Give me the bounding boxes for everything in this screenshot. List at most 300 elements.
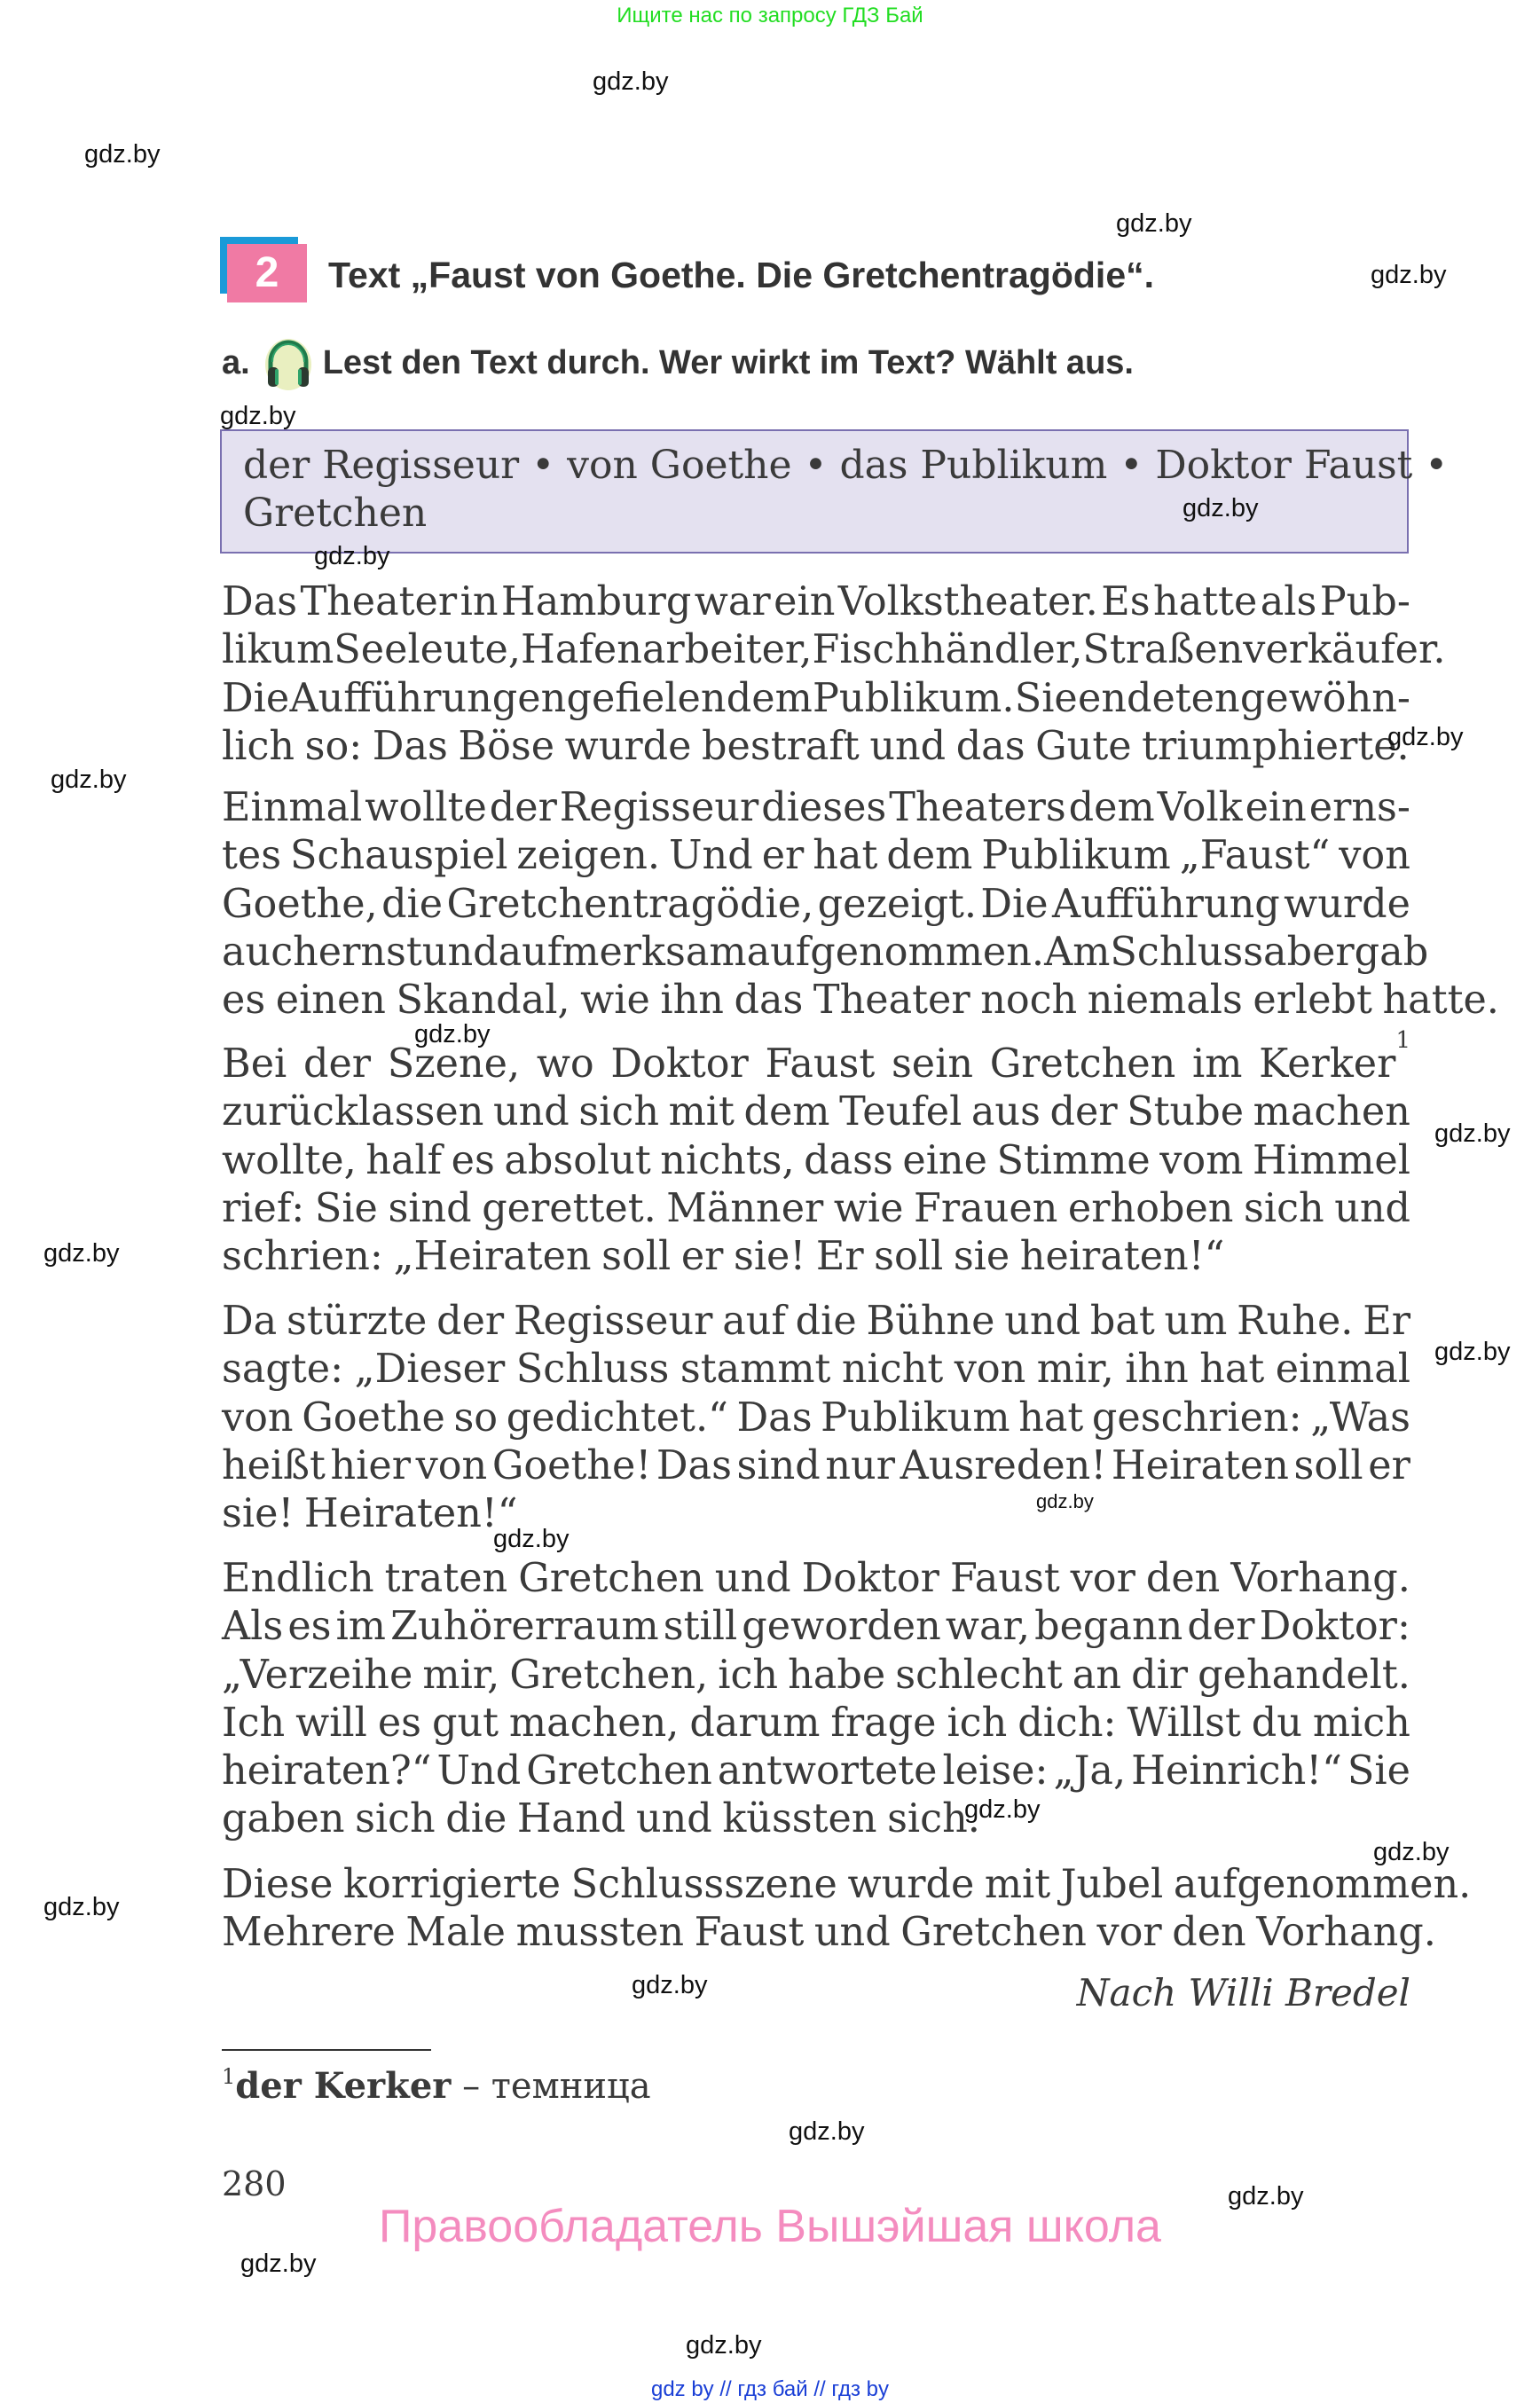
word: es: [287, 1604, 332, 1650]
word: den: [1172, 1910, 1246, 1956]
footer-links[interactable]: gdz by // гдз бай // гдз by: [650, 2377, 890, 2401]
word: Ausreden!: [900, 1442, 1107, 1488]
word: hatte.: [1382, 978, 1499, 1024]
footnote-divider: [222, 2049, 431, 2051]
word: und: [421, 929, 499, 975]
word: wo: [536, 1041, 594, 1087]
word: küssten: [722, 1796, 877, 1842]
word: Schluss: [515, 1347, 670, 1393]
word: wie: [833, 1185, 904, 1231]
word: Männer: [666, 1185, 824, 1231]
word: frage: [830, 1700, 937, 1746]
word: Die: [222, 675, 290, 721]
word: so:: [304, 723, 363, 769]
word: vor: [1096, 1910, 1162, 1956]
word: Regisseur: [513, 1299, 713, 1344]
word: der: [1049, 1089, 1118, 1135]
word: Das: [656, 1442, 732, 1488]
word: Ruhe.: [1237, 1299, 1354, 1344]
word: Theater: [813, 978, 970, 1024]
word: Sie: [1014, 675, 1078, 721]
word: mit: [668, 1089, 735, 1135]
paragraph-2: [222, 784, 1499, 1025]
word: es: [222, 978, 266, 1024]
text-line: [222, 1346, 1410, 1394]
word: vom: [1159, 1137, 1244, 1183]
exercise-number-badge: [220, 237, 307, 302]
word: Theaters: [889, 785, 1066, 830]
word: der: [436, 1299, 505, 1344]
word: gefielen: [566, 675, 727, 721]
word: Er: [1363, 1299, 1410, 1344]
word: lich: [222, 723, 295, 769]
word: auf: [722, 1299, 786, 1344]
word: „Dieser: [354, 1347, 506, 1393]
headphones-icon[interactable]: [263, 335, 314, 390]
text-line: [222, 1652, 1410, 1700]
word: der: [302, 1041, 372, 1087]
word: Und: [669, 833, 753, 879]
text-line: [222, 1185, 1410, 1233]
word: heiraten?“: [222, 1748, 432, 1794]
word: Bei: [222, 1041, 287, 1087]
word: Vorhang.: [1256, 1910, 1436, 1956]
word: mich: [1312, 1700, 1410, 1746]
word: geschrien:: [1091, 1394, 1302, 1441]
word: sie!: [222, 1491, 295, 1537]
watermark: gdz.by: [1434, 1119, 1511, 1148]
word: antwortete: [717, 1748, 938, 1794]
word: Goethe: [302, 1394, 445, 1441]
word: Seeleute,: [334, 627, 522, 673]
word: Volk: [1157, 785, 1243, 830]
word: und: [635, 1796, 712, 1842]
word: stürzte: [286, 1299, 428, 1344]
footnote-marker[interactable]: 1: [1395, 1027, 1410, 1054]
word-choice-box: [220, 429, 1449, 554]
text-line: [222, 1747, 1410, 1795]
text-line: [222, 1298, 1410, 1346]
text-line: [222, 1394, 1410, 1442]
word: Publikum: [981, 833, 1171, 879]
word: Das: [736, 1394, 813, 1441]
word: an: [1072, 1652, 1121, 1698]
word: Stube: [1127, 1089, 1245, 1135]
word: als: [1260, 579, 1317, 624]
word: gehandelt.: [1198, 1652, 1410, 1698]
word: ein: [1245, 785, 1307, 830]
word: gewöhn-: [1239, 675, 1410, 721]
word: Mehrere: [222, 1910, 396, 1956]
word: Zuhörerraum: [390, 1604, 659, 1650]
word: sich: [578, 1089, 659, 1135]
word: Goethe,: [222, 881, 378, 927]
word: ein: [774, 579, 836, 624]
word: ihn: [660, 978, 724, 1024]
word: Vorhang.: [1230, 1556, 1410, 1601]
word: „Heiraten: [393, 1234, 592, 1280]
word: bat: [1089, 1299, 1155, 1344]
watermark: gdz.by: [1228, 2182, 1304, 2211]
word: Frauen: [914, 1185, 1058, 1231]
word: Gretchen: [518, 1556, 704, 1601]
word: „Was: [1310, 1394, 1410, 1441]
word: Willst: [1127, 1700, 1241, 1746]
text-line: [222, 1700, 1410, 1747]
watermark: gdz.by: [1116, 209, 1192, 238]
source-attribution: Nach Willi Bredel: [1076, 1971, 1410, 2014]
watermark: gdz.by: [43, 1893, 120, 1921]
top-banner: Ищите нас по запросу ГДЗ Бай: [617, 4, 923, 27]
watermark: gdz.by: [593, 67, 669, 96]
word: Stimme: [996, 1137, 1151, 1183]
word: mir,: [1036, 1347, 1114, 1393]
word: Und: [436, 1748, 522, 1794]
word: aufmerksam: [498, 929, 747, 975]
task-text: Lest den Text durch. Wer wirkt im Text? Wählt aus.: [322, 343, 1134, 381]
word: heiraten!“: [1019, 1234, 1225, 1280]
word: niemals: [1087, 978, 1243, 1024]
word: endeten: [1077, 675, 1240, 721]
word: und: [714, 1556, 791, 1601]
paragraph-6: [222, 1861, 1472, 1958]
word: dieses: [761, 785, 887, 830]
word: darum: [689, 1700, 821, 1746]
word: aber: [1263, 929, 1355, 975]
word: hat: [1018, 1394, 1084, 1441]
paragraph-5: [222, 1555, 1410, 1844]
word: Himmel: [1252, 1137, 1410, 1183]
word: erlebt: [1253, 978, 1372, 1024]
word: aus: [970, 1089, 1041, 1135]
word: er: [680, 1234, 724, 1280]
word: schrien:: [222, 1234, 383, 1280]
word: „Verzeihe: [222, 1652, 413, 1698]
word: Doktor: [801, 1556, 939, 1601]
task-instruction: [222, 335, 1134, 390]
text-line: [222, 578, 1410, 626]
word: im: [1192, 1041, 1243, 1087]
word: eine: [902, 1137, 987, 1183]
word: und: [869, 723, 947, 769]
word: Da: [222, 1299, 278, 1344]
word: Gretchen: [526, 1748, 712, 1794]
word: und: [1004, 1299, 1081, 1344]
footnote-translation: – темница: [451, 2066, 651, 2107]
word: Doktor: [610, 1041, 749, 1087]
text-line: [222, 784, 1410, 832]
word: er: [761, 833, 805, 879]
word: gedichtet.“: [506, 1394, 728, 1441]
word: Faust: [694, 1910, 805, 1956]
word: gut: [431, 1700, 499, 1746]
word: Gute: [1035, 723, 1132, 769]
text-line: [222, 832, 1410, 880]
word: Diese: [222, 1862, 334, 1907]
word: Heiraten: [1111, 1442, 1289, 1488]
word: Theater: [300, 579, 458, 624]
word: Das: [372, 723, 448, 769]
word: wurde: [1284, 881, 1410, 927]
word: Sie: [1347, 1748, 1410, 1794]
word: war: [694, 579, 771, 624]
word: erns-: [1308, 785, 1410, 830]
word: Teufel: [839, 1089, 962, 1135]
word: hier: [330, 1442, 411, 1488]
word: es: [377, 1700, 422, 1746]
word: geworden: [742, 1604, 941, 1650]
word: Er: [815, 1234, 864, 1280]
word: tes: [222, 833, 282, 879]
word: der: [489, 785, 557, 830]
word: gezeigt.: [817, 881, 977, 927]
word: um: [1164, 1299, 1228, 1344]
task-letter: a.: [222, 343, 250, 381]
word: Gretchentragödie,: [446, 881, 814, 927]
word: likum: [222, 627, 334, 673]
word: ich: [947, 1700, 1008, 1746]
word: Szene,: [387, 1041, 521, 1087]
word: Faust: [949, 1556, 1060, 1601]
word: sich: [1244, 1185, 1324, 1231]
word: machen,: [508, 1700, 680, 1746]
word: rief:: [222, 1185, 305, 1231]
watermark: gdz.by: [240, 2250, 317, 2278]
word: er: [1368, 1442, 1410, 1488]
word: dem: [1068, 785, 1155, 830]
word: mit: [984, 1862, 1051, 1907]
word: Einmal: [222, 785, 363, 830]
word: vor: [1070, 1556, 1135, 1601]
word: Aufführung: [1051, 881, 1280, 927]
paragraph-4: [222, 1298, 1410, 1538]
word: Publikum: [821, 1394, 1010, 1441]
word: dem: [726, 675, 813, 721]
watermark: gdz.by: [1387, 723, 1464, 751]
watermark: gdz.by: [1373, 1838, 1450, 1866]
word: von: [222, 1394, 294, 1441]
exercise-title: Text „Faust von Goethe. Die Gretchentragödie“.: [328, 255, 1155, 295]
word: war,: [945, 1604, 1031, 1650]
text-line: [222, 1442, 1410, 1490]
word: Kerker: [1259, 1041, 1396, 1087]
word: Straßenverkäufer.: [1082, 627, 1446, 673]
word: in: [460, 579, 499, 624]
watermark: gdz.by: [1036, 1490, 1094, 1512]
word: wurde: [847, 1862, 975, 1907]
word: so: [453, 1394, 499, 1441]
word: ich: [718, 1652, 779, 1698]
word: habe: [788, 1652, 886, 1698]
text-line: [222, 1861, 1472, 1909]
word: erhoben: [1067, 1185, 1234, 1231]
word-box-line: Gretchen: [243, 491, 428, 536]
word: Endlich: [222, 1556, 374, 1601]
word: Es: [1101, 579, 1151, 624]
word: gab: [1354, 929, 1429, 975]
word: heißt: [222, 1442, 326, 1488]
watermark: gdz.by: [51, 766, 127, 794]
word: dir: [1131, 1652, 1189, 1698]
word: auch: [222, 929, 318, 975]
word: ernst: [318, 929, 422, 975]
word: Aufführungen: [289, 675, 567, 721]
word: aufgenommen.: [746, 929, 1045, 975]
text-line: [222, 1088, 1410, 1136]
watermark: gdz.by: [1434, 1338, 1511, 1366]
word: machen: [1253, 1089, 1410, 1135]
word: wollte,: [222, 1137, 357, 1183]
word: wie: [580, 978, 650, 1024]
word: Doktor:: [1259, 1604, 1410, 1650]
word: Das: [222, 579, 298, 624]
word: nur: [825, 1442, 895, 1488]
watermark: gdz.by: [1182, 494, 1259, 522]
watermark: gdz.by: [686, 2331, 762, 2360]
word: noch: [980, 978, 1078, 1024]
word: und: [1334, 1185, 1410, 1231]
word: zeigen.: [516, 833, 661, 879]
word: soll: [1293, 1442, 1363, 1488]
word: zurücklassen: [222, 1089, 484, 1135]
word: dem: [886, 833, 973, 879]
word: bestraft: [702, 723, 860, 769]
text-line: [222, 881, 1410, 929]
word: einen: [275, 978, 386, 1024]
word: im: [335, 1604, 387, 1650]
word: Hafenarbeiter,: [521, 627, 813, 673]
word: Jubel: [1060, 1862, 1164, 1907]
word: Als: [222, 1604, 284, 1650]
word: es: [451, 1137, 495, 1183]
text-line-body: [222, 1041, 1395, 1088]
word: gerettet.: [482, 1185, 656, 1231]
exercise-number: 2: [227, 244, 307, 302]
copyright-notice: Правообладатель Вышэйшая школа: [379, 2201, 1161, 2252]
watermark: gdz.by: [789, 2117, 865, 2146]
word: das: [955, 723, 1025, 769]
word: von: [954, 1347, 1026, 1393]
word: einmal: [1275, 1347, 1410, 1393]
word: soll: [874, 1234, 944, 1280]
word: begann: [1034, 1604, 1183, 1650]
word: Publikum.: [812, 675, 1015, 721]
watermark: gdz.by: [493, 1525, 570, 1553]
word: Heiraten!“: [303, 1491, 518, 1537]
word: dass: [804, 1137, 893, 1183]
word: die: [381, 881, 444, 927]
watermark: gdz.by: [632, 1971, 708, 1999]
word: Am: [1044, 929, 1111, 975]
watermark: gdz.by: [220, 402, 296, 430]
word: sie!: [733, 1234, 806, 1280]
word: gaben: [222, 1796, 345, 1842]
word: der: [1187, 1604, 1255, 1650]
watermark: gdz.by: [1371, 261, 1447, 289]
word: aufgenommen.: [1173, 1862, 1472, 1907]
word: korrigierte: [342, 1862, 562, 1907]
word: Bühne: [866, 1299, 995, 1344]
word: Schluss: [1110, 929, 1264, 975]
word: hat: [1199, 1347, 1265, 1393]
word: stammt: [680, 1347, 831, 1393]
word: Faust: [765, 1041, 876, 1087]
word: Volkstheater.: [837, 579, 1098, 624]
word: schlecht: [895, 1652, 1063, 1698]
word: triumphierte.: [1142, 723, 1410, 769]
watermark: gdz.by: [414, 1020, 491, 1048]
text-line: [222, 675, 1410, 723]
word: Hamburg: [500, 579, 692, 624]
word: „Faust“: [1179, 833, 1331, 879]
word: will: [295, 1700, 367, 1746]
word: Sie: [314, 1185, 378, 1231]
word: Male: [405, 1910, 507, 1956]
footnote-number: 1: [222, 2064, 236, 2089]
word: sagte:: [222, 1347, 344, 1393]
word: half: [365, 1137, 443, 1183]
footnote: [222, 2065, 651, 2107]
word: hatte: [1152, 579, 1258, 624]
watermark: gdz.by: [964, 1795, 1041, 1824]
word-box-line: der Regisseur • von Goethe • das Publikum • Doktor Faust •: [243, 443, 1449, 488]
word: dem: [743, 1089, 830, 1135]
word: ihn: [1125, 1347, 1189, 1393]
word: Heinrich!“: [1131, 1748, 1342, 1794]
word: die: [795, 1299, 857, 1344]
footnote-term: der Kerker: [235, 2065, 452, 2107]
word: sind: [736, 1442, 821, 1488]
word: Die: [980, 881, 1049, 927]
text-line: [222, 1555, 1410, 1603]
word: Fischhändler,: [812, 627, 1083, 673]
text-line: [222, 723, 1410, 771]
text-line: [222, 1603, 1410, 1651]
word: den: [1145, 1556, 1221, 1601]
word: soll: [601, 1234, 672, 1280]
word: Regisseur: [559, 785, 759, 830]
text-line: [222, 626, 1446, 674]
word: Schlussszene: [570, 1862, 837, 1907]
word: hat: [813, 833, 878, 879]
word: Gretchen: [989, 1041, 1176, 1087]
word: Schauspiel: [290, 833, 508, 879]
word: wollte: [365, 785, 487, 830]
word: leise:: [942, 1748, 1049, 1794]
word: Ich: [222, 1700, 286, 1746]
text-line: [222, 977, 1499, 1025]
word: sind: [388, 1185, 472, 1231]
watermark: gdz.by: [43, 1239, 120, 1268]
word: von: [415, 1442, 488, 1488]
word: von: [1339, 833, 1410, 879]
word: mussten: [515, 1910, 684, 1956]
word: sich: [355, 1796, 436, 1842]
word: das: [734, 978, 804, 1024]
word: Böse: [458, 723, 555, 769]
word: du: [1251, 1700, 1302, 1746]
word: still: [663, 1604, 738, 1650]
word: die: [445, 1796, 507, 1842]
word: und: [813, 1910, 891, 1956]
word: Gretchen: [900, 1910, 1087, 1956]
word: sein: [891, 1041, 974, 1087]
word: sie: [953, 1234, 1010, 1280]
word: mir,: [422, 1652, 500, 1698]
text-line: [222, 1795, 1410, 1843]
word: Gretchen,: [509, 1652, 709, 1698]
word: nicht: [841, 1347, 944, 1393]
